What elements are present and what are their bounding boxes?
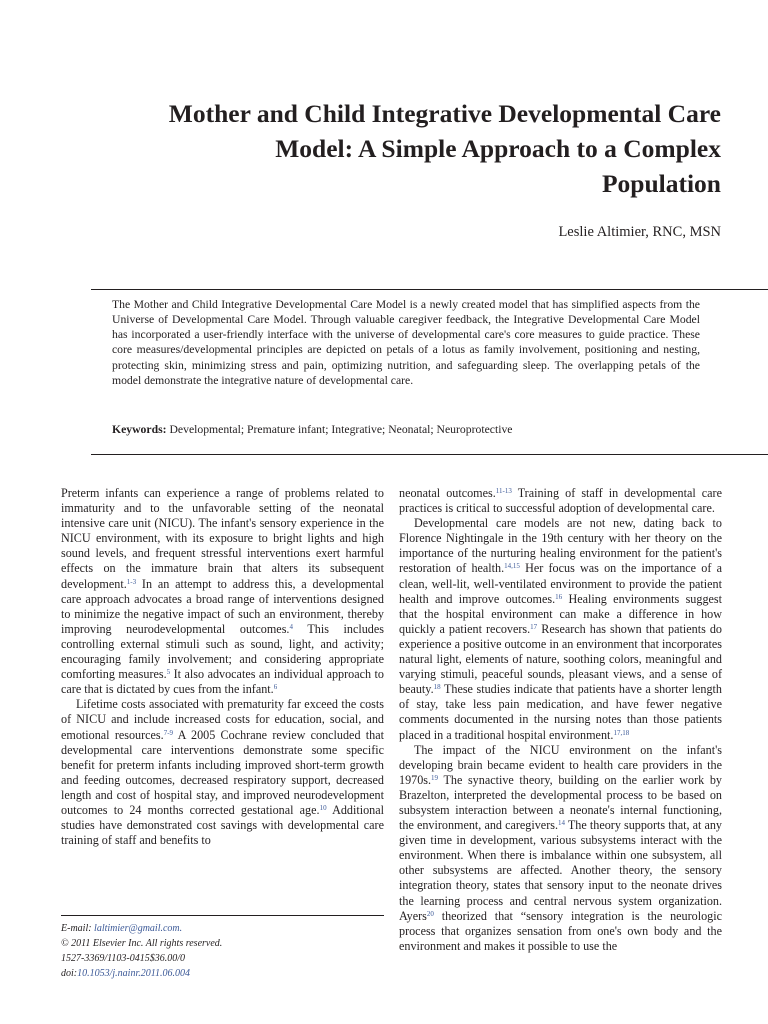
citation-link[interactable]: 16 [555, 592, 563, 601]
text-run: Preterm infants can experience a range of problems related to immaturity and to the unfavorable setting of the neonatal intensive care unit (NICU). The infant's sensory experience in the NICU environment, with its exposure to bright lights and high sound levels, and frequent stressful interventions exert harmful effects on the immature brain that alters its subsequent development. [61, 486, 384, 591]
footnote-rule [61, 915, 384, 916]
keywords-list: Developmental; Premature infant; Integrative; Neonatal; Neuroprotective [169, 423, 513, 436]
text-run: Additional studies have demonstrated cost savings with developmental care training of staff and benefits to [61, 802, 384, 848]
email-line [61, 921, 384, 936]
text-run: The synactive theory, building on the earlier work by Brazelton, interpreted the developmental process to be based on subsystem interaction between a neonate's internal functioning, the environment, and caregivers. [399, 772, 722, 833]
citation-link[interactable]: 11-13 [495, 487, 512, 495]
text-run: Research has shown that patients do experience a positive outcome in an environment that incorporates natural light, elements of nature, soothing colors, meaningful and varying stimuli, peaceful sounds, pleasant views, and a sense of beauty. [399, 621, 722, 697]
text-run: Developmental care models are not new, dating back to Florence Nightingale in the 19th century with her theory on the importance of the nurturing healing environment for the patient's restoration of health. [399, 516, 722, 576]
text-run: neonatal outcomes. [399, 486, 496, 500]
text-run: This includes controlling external stimuli such as sound, light, and activity; encouraging family involvement; and considering appropriate comforting measures. [61, 621, 384, 682]
citation-link[interactable]: 20 [426, 909, 434, 918]
keywords-line [112, 422, 712, 437]
text-run: In an attempt to address this, a developmental care approach advocates a broad range of interventions designed to minimize the negative impact of such an environment, thereby improving neurodevelopmental outcomes. [61, 576, 384, 636]
left-column [61, 486, 384, 848]
paragraph [399, 516, 722, 742]
paragraph [399, 486, 722, 516]
footnote-block [61, 921, 384, 981]
abstract-top-rule [91, 289, 768, 290]
doi-label: doi: [61, 968, 78, 979]
citation-link[interactable]: 14,15 [504, 562, 520, 571]
text-run: The theory supports that, at any given time in development, various subsystems interact with the environment. When there is imbalance within one subsystem, all other subsystems are affected. Another theory, the sensory integration theory, states that sensory input to the neonate drives the learning process and central nervous system organization. Ayers [399, 818, 722, 923]
citation-link[interactable]: 10 [319, 803, 327, 812]
citation-link[interactable]: 1-3 [126, 577, 137, 586]
right-column [399, 486, 722, 954]
citation-link[interactable]: 14 [558, 819, 565, 828]
text-run: Healing environments suggest that the hospital environment can make a difference in how quickly a patient recovers. [399, 591, 722, 636]
text-run: It also advocates an individual approach to care that is dictated by cues from the infant. [61, 667, 384, 697]
email-label: E-mail: [61, 923, 95, 934]
text-run: theorized that “sensory integration is the neurologic process that organizes sensation from one's own body and the environment and makes it possible to use the [399, 908, 722, 953]
citation-link[interactable]: 5 [166, 668, 171, 677]
text-run: Training of staff in developmental care practices is critical to successful adoption of developmental care. [399, 486, 722, 516]
doi-line [61, 966, 384, 981]
author-line: Leslie Altimier, RNC, MSN [558, 224, 721, 240]
citation-link[interactable]: 4 [289, 622, 293, 631]
paragraph [61, 697, 384, 848]
text-run: Lifetime costs associated with prematurity far exceed the costs of NICU and include increased costs for education, social, and emotional resources. [61, 697, 384, 742]
paragraph [399, 743, 722, 954]
citation-link[interactable]: 17,18 [613, 728, 630, 737]
abstract-text: The Mother and Child Integrative Developmental Care Model is a newly created model that has simplified aspects from the Universe of Developmental Care Model. Through valuable caregiver feedback, the Integrative Developmental Care Model has incorporated a user-friendly interface with the universe of developmental care's core measures to guide practice. These core measures/developmental principles are depicted on petals of a lotus as family involvement, positioning and nesting, protecting skin, minimizing stress and pain, optimizing nutrition, and safeguarding sleep. The overlapping petals of the model demonstrate the integrative nature of developmental care. [112, 298, 700, 387]
text-run: These studies indicate that patients have a shorter length of stay, take less pain medication, and have fewer negative comments documented in the nursing notes than those patients placed in a traditional hospital environment. [399, 682, 722, 742]
text-run: The impact of the NICU environment on the infant's developing brain became evident to health care providers in the 1970s. [399, 742, 722, 787]
abstract-bottom-rule [91, 454, 768, 455]
text-run: Her focus was on the importance of a clean, well-lit, well-ventilated environment to provide the patient health and improve outcomes. [399, 561, 722, 606]
citation-link[interactable]: 17 [530, 622, 538, 631]
issn-line: 1527-3369/1103-0415$36.00/0 [61, 953, 185, 964]
doi-link[interactable]: 10.1053/j.nainr.2011.06.004 [77, 968, 190, 979]
keywords-label: Keywords: [112, 423, 167, 436]
article-title: Mother and Child Integrative Developmental Care Model: A Simple Approach to a Complex Population [168, 99, 721, 198]
text-run: A 2005 Cochrane review concluded that developmental care interventions demonstrate some specific benefit for preterm infants including improved short-term growth and feeding outcomes, decreased respiratory support, decreased length and cost of hospital stay, and improved neurodevelopment outcomes to 24 months corrected gestational age. [61, 727, 384, 817]
email-link[interactable]: laltimier@gmail.com. [94, 923, 183, 934]
citation-link[interactable]: 19 [431, 773, 439, 782]
citation-link[interactable]: 18 [433, 683, 441, 692]
copyright-line: © 2011 Elsevier Inc. All rights reserved. [61, 938, 223, 949]
citation-link[interactable]: 6 [273, 683, 278, 692]
paragraph [61, 486, 384, 697]
citation-link[interactable]: 7-9 [163, 728, 174, 737]
